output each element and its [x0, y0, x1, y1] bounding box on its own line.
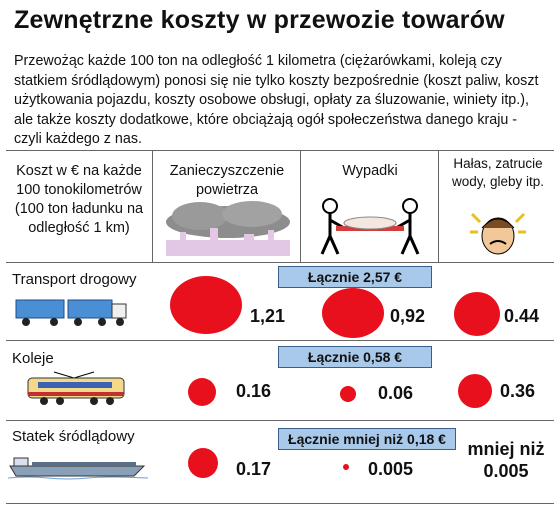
accidents-road-value: 0,92 — [390, 306, 426, 326]
grid-line — [438, 150, 439, 262]
accident-stretcher-icon — [312, 196, 430, 258]
grid-line — [300, 150, 301, 262]
smog-cloud-icon — [160, 196, 296, 258]
accidents-header: Wypadki — [342, 163, 398, 179]
grid-line — [6, 420, 554, 421]
noise-road-dot — [454, 292, 500, 336]
row-label-road: Transport drogowy — [12, 271, 137, 288]
total-road: Łącznie 2,57 € — [278, 266, 432, 288]
grid-line — [6, 340, 554, 341]
accidents-road-dot — [322, 288, 384, 338]
total-rail: Łącznie 0,58 € — [278, 346, 432, 368]
page-title: Zewnętrzne koszty w przewozie towarów — [14, 6, 505, 34]
air-pollution-header: Zanieczyszczenie powietrza — [169, 163, 285, 198]
accidents-ship-dot — [343, 464, 349, 470]
air-road-value: 1,21 — [250, 306, 286, 326]
noise-rail-dot — [458, 374, 492, 408]
air-ship-value: 0.17 — [236, 459, 272, 479]
row-label-ship: Statek śródlądowy — [12, 428, 135, 445]
intro-paragraph: Przewożąc każde 100 ton na odległość 1 kilometra (ciężarówkami, koleją czy statkiem śródlądowym) ponosi się nie tylko koszty bezpośrednie (koszt paliw, koszt użytkowania pojazdu, koszty osobowe obsługi, opłaty za śluzowanie, winiety itp.), ale także koszty dodatkowe, które obciążają ogół społeczeństwa danego kraju - czyli każdego z nas. — [14, 53, 539, 147]
grid-line — [6, 150, 554, 151]
noise-road-value: 0.44 — [504, 306, 540, 326]
locomotive-icon — [24, 370, 128, 406]
accidents-rail-dot — [340, 386, 356, 402]
accidents-ship-value: 0.005 — [368, 459, 414, 479]
total-ship: Łącznie mniej niż 0,18 € — [278, 428, 456, 450]
truck-icon — [14, 298, 130, 328]
noise-ship-value: mniej niż 0.005 — [467, 439, 545, 481]
noise-header: Hałas, zatrucie wody, gleby itp. — [451, 156, 545, 189]
accidents-rail-value: 0.06 — [378, 383, 414, 403]
inland-ship-icon — [8, 452, 148, 480]
row-label-rail: Koleje — [12, 350, 54, 367]
air-road-dot — [170, 276, 242, 334]
grid-line — [6, 503, 554, 504]
air-rail-value: 0.16 — [236, 381, 272, 401]
air-ship-dot — [188, 448, 218, 478]
cost-header: Koszt w € na każde 100 tonokilometrów (100 ton ładunku na odległość 1 km) — [14, 163, 144, 236]
noise-rail-value: 0.36 — [500, 381, 536, 401]
noise-face-icon — [468, 208, 528, 258]
grid-line — [152, 150, 153, 262]
grid-line — [6, 262, 554, 263]
air-rail-dot — [188, 378, 216, 406]
